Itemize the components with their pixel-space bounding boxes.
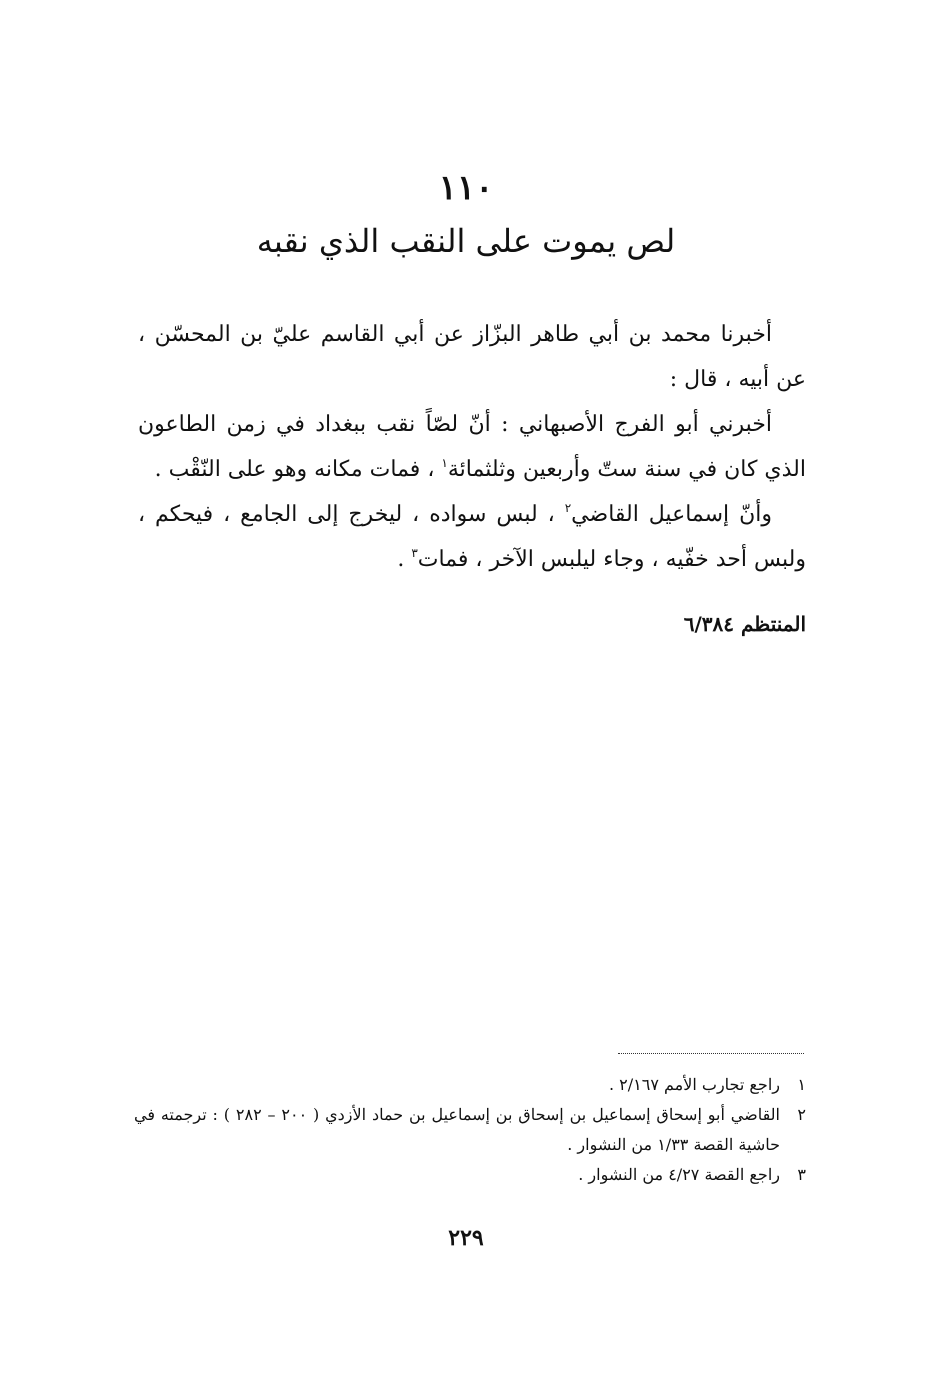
story-title: لص يموت على النقب الذي نقبه [256, 222, 676, 260]
footnote-ref-3[interactable]: ٣ [411, 546, 418, 560]
footnote-3 [134, 1160, 806, 1190]
story-body [138, 312, 806, 582]
footnote-text: راجع القصة ٤/٢٧ من النشوار . [578, 1165, 780, 1184]
footnote-divider [618, 1053, 804, 1054]
paragraph-2 [138, 402, 806, 492]
paragraph-3-middle: ، لبس سواده ، ليخرج إلى الجامع ، فيحكم ، ولبس أحد خفّيه ، وجاء ليلبس الآخر ، فمات [138, 502, 806, 572]
footnote-ref-2[interactable]: ٢ [564, 501, 572, 515]
footnotes [134, 1070, 806, 1190]
footnote-number: ١ [797, 1075, 806, 1094]
paragraph-2-text: أخبرني أبو الفرج الأصبهاني : أنّ لصّاً نقب ببغداد في زمن الطاعون الذي كان في سنة ستّ وأربعين وثلثمائة [138, 412, 806, 482]
story-number: ١١٠ [438, 168, 494, 208]
footnote-ref-1[interactable]: ١ [441, 456, 448, 470]
source-citation: المنتظم ٦/٣٨٤ [683, 612, 806, 636]
footnote-text: راجع تجارب الأمم ٢/١٦٧ . [608, 1075, 780, 1094]
footnote-1 [134, 1070, 806, 1100]
footnote-number: ٣ [797, 1165, 806, 1184]
footnote-number: ٢ [797, 1105, 806, 1124]
paragraph-1: أخبرنا محمد بن أبي طاهر البزّاز عن أبي القاسم عليّ بن المحسّن ، عن أبيه ، قال : [138, 322, 806, 392]
paragraph-3-end: . [397, 547, 412, 572]
footnote-2 [134, 1100, 806, 1160]
paragraph-3 [138, 492, 806, 582]
paragraph-3-start: وأنّ إسماعيل القاضي [571, 502, 772, 527]
paragraph-2-end: ، فمات مكانه وهو على النّقْب . [154, 457, 442, 482]
page-number: ٢٢٩ [448, 1225, 484, 1251]
footnote-text: القاضي أبو إسحاق إسماعيل بن إسحاق بن إسماعيل بن حماد الأزدي ( ٢٠٠ – ٢٨٢ ) : ترجمته في حاشية القصة ١/٣٣ من النشوار . [134, 1105, 780, 1154]
